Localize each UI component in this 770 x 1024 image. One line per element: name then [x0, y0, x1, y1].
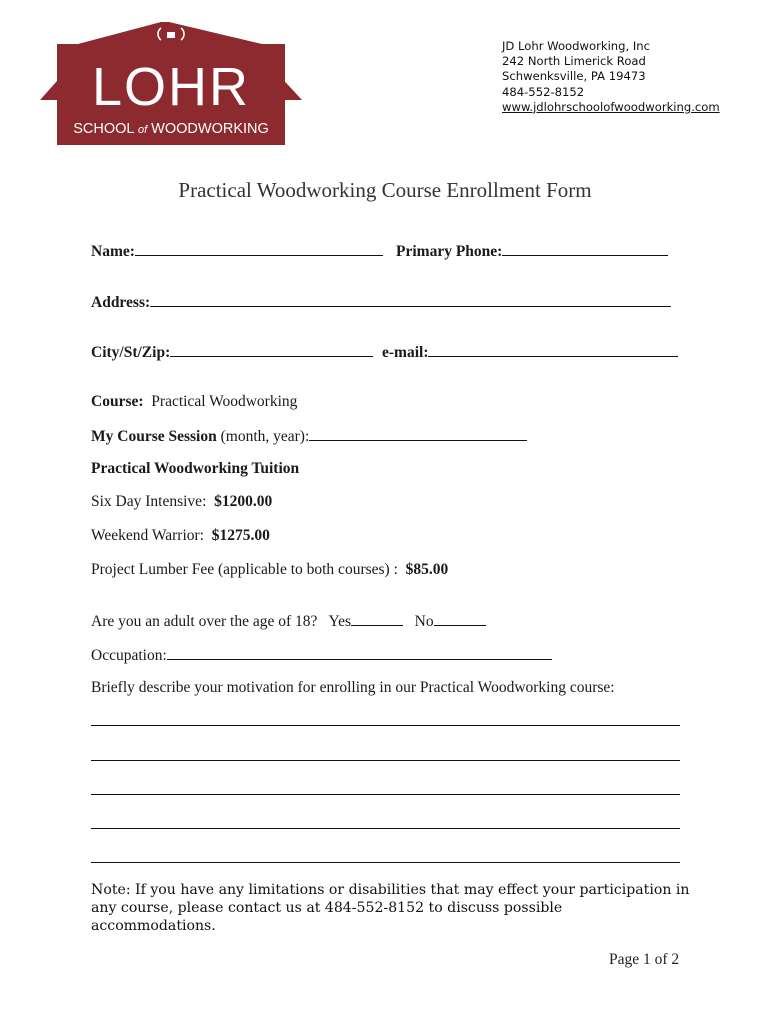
weekend-label: Weekend Warrior:: [91, 527, 204, 544]
city-label: City/St/Zip:: [91, 344, 171, 361]
email-label: e-mail:: [382, 344, 429, 361]
address-row: [91, 292, 671, 312]
company-website-link[interactable]: www.jdlohrschoolofwoodworking.com: [502, 99, 720, 114]
address-label: Address:: [91, 294, 151, 311]
name-field[interactable]: [135, 241, 383, 256]
phone-row: [396, 241, 668, 261]
lumber-fee-label: Project Lumber Fee (applicable to both courses) :: [91, 561, 398, 578]
course-row: [91, 393, 297, 411]
occupation-label: Occupation:: [91, 647, 167, 664]
adult-row: [91, 611, 486, 631]
no-label: No: [414, 613, 434, 630]
occupation-field[interactable]: [167, 645, 552, 660]
lumber-fee-price: $85.00: [405, 561, 449, 578]
session-row: [91, 426, 527, 446]
adult-question: Are you an adult over the age of 18?: [91, 613, 318, 630]
primary-phone-field[interactable]: [502, 241, 668, 256]
page-number: Page 1 of 2: [609, 951, 680, 968]
motivation-line-3[interactable]: [91, 794, 680, 795]
city-row: [91, 342, 373, 362]
company-address: [502, 39, 720, 115]
yes-label: Yes: [328, 613, 352, 630]
six-day-price: $1200.00: [214, 493, 273, 510]
session-hint: (month, year):: [220, 428, 310, 445]
yes-field[interactable]: [351, 611, 403, 626]
name-row: [91, 241, 383, 261]
school-logo: [40, 22, 302, 146]
logo-wordmark-school: SCHOOL of WOODWORKING: [73, 121, 269, 137]
no-field[interactable]: [434, 611, 486, 626]
weekend-row: [91, 527, 270, 545]
session-field[interactable]: [309, 426, 527, 441]
six-day-label: Six Day Intensive:: [91, 493, 207, 510]
logo-wordmark-main: LOHR: [91, 57, 251, 117]
motivation-prompt: Briefly describe your motivation for enrolling in our Practical Woodworking course:: [91, 679, 615, 696]
email-row: [382, 342, 678, 362]
company-city: Schwenksville, PA 19473: [502, 69, 646, 84]
company-street: 242 North Limerick Road: [502, 54, 646, 69]
name-label: Name:: [91, 243, 135, 260]
motivation-line-5[interactable]: [91, 862, 680, 863]
occupation-row: [91, 645, 552, 665]
primary-phone-label: Primary Phone:: [396, 243, 503, 260]
motivation-line-1[interactable]: [91, 725, 680, 726]
course-label: Course:: [91, 393, 144, 410]
motivation-line-2[interactable]: [91, 760, 680, 761]
address-field[interactable]: [150, 292, 671, 307]
six-day-row: [91, 493, 272, 511]
course-value: Practical Woodworking: [151, 393, 298, 410]
city-field[interactable]: [170, 342, 373, 357]
company-phone: 484-552-8152: [502, 84, 585, 99]
accommodations-note: Note: If you have any limitations or disabilities that may effect your participation in any course, please contact us at 484-552-8152 to discuss possible accommodations.: [91, 882, 690, 934]
motivation-line-4[interactable]: [91, 828, 680, 829]
tuition-heading: Practical Woodworking Tuition: [91, 460, 300, 477]
weekend-price: $1275.00: [211, 527, 270, 544]
lumber-fee-row: [91, 561, 448, 579]
email-field[interactable]: [428, 342, 678, 357]
company-name: JD Lohr Woodworking, Inc: [502, 39, 651, 53]
session-label: My Course Session: [91, 428, 217, 445]
form-title: Practical Woodworking Course Enrollment Form: [178, 178, 592, 202]
